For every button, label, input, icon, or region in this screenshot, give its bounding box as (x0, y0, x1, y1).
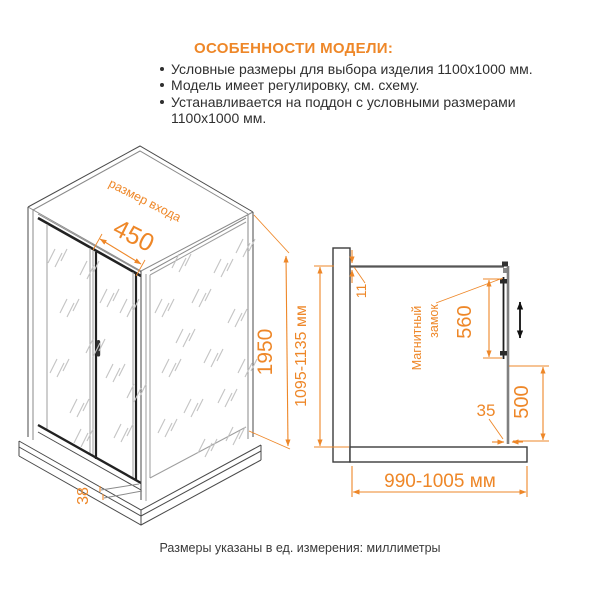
width-range-value: 990-1005 мм (384, 471, 496, 492)
wall-left (333, 248, 350, 462)
plan-view-drawing (293, 248, 549, 497)
fixed-panel-width-value: 500 (511, 385, 533, 419)
feature-text: Модель имеет регулировку, см. схему. (171, 77, 420, 94)
corner-profile (502, 262, 508, 267)
tray-height-value: 38 (75, 487, 92, 505)
side-glass-panel (150, 218, 246, 478)
page-title: ОСОБЕННОСТИ МОДЕЛИ: (194, 40, 394, 57)
glass-inset-value: 35 (476, 401, 496, 420)
magnet-lock-label-line1: Магнитный (410, 305, 424, 371)
wall-adjust-value: 11 (353, 283, 369, 299)
magnet-lock-leader (436, 278, 503, 303)
sliding-door-line (500, 277, 507, 359)
units-note: Размеры указаны в ед. измерения: миллиметры (159, 541, 441, 555)
magnet-lock-label-line2: замок (427, 304, 441, 338)
iso-view-drawing (19, 146, 290, 525)
entrance-size-label: размер входа (106, 176, 184, 225)
dimension-door-560 (483, 279, 502, 358)
depth-range-value: 1095-1135 мм (293, 305, 310, 407)
feature-text: Устанавливается на поддон с условными размерами 1100х1000 мм. (171, 93, 516, 127)
wall-bottom (350, 447, 527, 462)
dimension-glass-inset-35 (489, 419, 523, 442)
glass-hatching (48, 239, 257, 457)
sliding-door-panel (38, 214, 141, 490)
entrance-width-value: 450 (108, 213, 159, 258)
dimension-tray-38 (100, 484, 142, 500)
door-width-value: 560 (454, 305, 476, 339)
feature-text: Условные размеры для выбора изделия 1100х1000 мм. (171, 61, 533, 77)
height-value: 1950 (254, 328, 277, 376)
